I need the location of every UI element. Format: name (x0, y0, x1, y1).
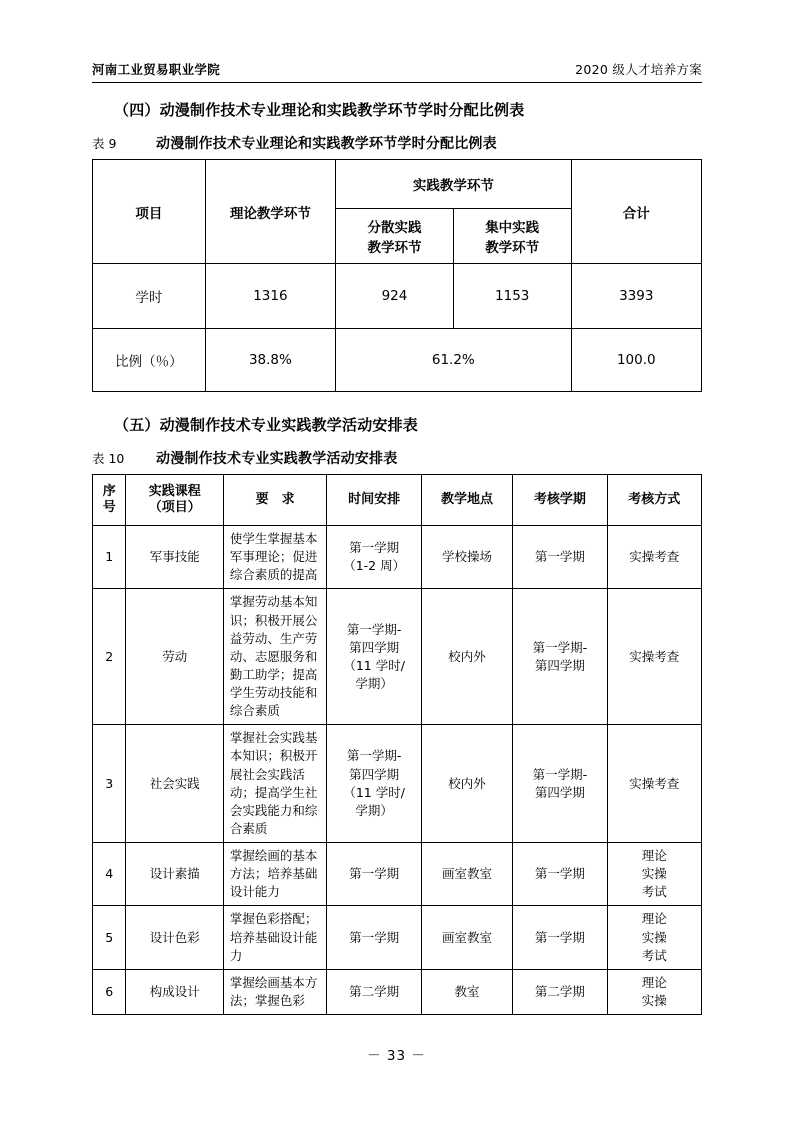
t10-r3-time-line1: 第一学期- (346, 748, 402, 764)
t9-header-total: 合计 (571, 160, 701, 264)
t10-r6-term: 第二学期 (513, 969, 607, 1014)
t9-row-hours-theory: 1316 (205, 264, 335, 329)
t10-r4-require: 掌握绘画的基本方法；培养基础设计能力 (223, 843, 327, 906)
table-10-number: 表 10 (92, 451, 125, 466)
t10-r4-term: 第一学期 (513, 843, 607, 906)
t9-header-dispersed-line2: 教学环节 (367, 240, 422, 256)
t10-header-term: 考核学期 (513, 475, 607, 526)
t10-r2-term-line1: 第一学期- (532, 639, 588, 655)
t10-r5-method-line2: 实操 (641, 929, 667, 945)
t10-r5-method (607, 906, 701, 969)
t10-r3-course: 社会实践 (126, 725, 223, 843)
t10-r3-time (327, 725, 421, 843)
t9-header-dispersed (336, 209, 454, 264)
t10-r3-term (513, 725, 607, 843)
t10-r3-time-line4: 学期） (355, 802, 393, 818)
t9-row-ratio-practice: 61.2% (336, 329, 571, 392)
t10-r4-time: 第一学期 (327, 843, 421, 906)
section-heading-five: （五）动漫制作技术专业实践教学活动安排表 (114, 416, 419, 434)
t10-header-place: 教学地点 (421, 475, 512, 526)
t10-r4-method-line3: 考试 (641, 884, 667, 900)
t9-header-item: 项目 (93, 160, 206, 264)
t10-r2-require: 掌握劳动基本知识；积极开展公益劳动、生产劳动、志愿服务和勤工助学；提高学生劳动技能和综合素质 (223, 589, 327, 725)
t9-header-dispersed-line1: 分散实践 (367, 220, 422, 236)
t10-header-no (93, 475, 126, 526)
t10-header-course (126, 475, 223, 526)
t10-r2-term (513, 589, 607, 725)
section-heading-four: （四）动漫制作技术专业理论和实践教学环节学时分配比例表 (114, 101, 525, 119)
t10-r3-time-line3: （11 学时/ (343, 784, 405, 800)
t10-r3-term-line2: 第四学期 (534, 784, 585, 800)
t10-r5-course: 设计色彩 (126, 906, 223, 969)
t10-r5-term: 第一学期 (513, 906, 607, 969)
t10-r5-require: 掌握色彩搭配；培养基础设计能力 (223, 906, 327, 969)
t10-r1-time-line1: 第一学期 (349, 540, 400, 556)
t10-header-time: 时间安排 (327, 475, 421, 526)
t10-r6-place: 教室 (421, 969, 512, 1014)
t10-r4-method-line2: 实操 (641, 866, 667, 882)
t10-r6-require: 掌握绘画基本方法；掌握色彩 (223, 969, 327, 1014)
t10-r3-place: 校内外 (421, 725, 512, 843)
t10-r6-method (607, 969, 701, 1014)
t10-r4-course: 设计素描 (126, 843, 223, 906)
t10-r4-place: 画室教室 (421, 843, 512, 906)
t10-r6-no: 6 (93, 969, 126, 1014)
table-9-number: 表 9 (92, 136, 117, 151)
t9-row-hours-label: 学时 (93, 264, 206, 329)
page-content (92, 60, 702, 1015)
t10-r2-method: 实操考查 (607, 589, 701, 725)
t10-r1-place: 学校操场 (421, 526, 512, 589)
table-9 (92, 159, 702, 392)
t10-r6-time: 第二学期 (327, 969, 421, 1014)
header-document-title: 2020 级人才培养方案 (575, 62, 702, 77)
t10-r2-term-line2: 第四学期 (534, 657, 585, 673)
t9-header-concentrated-line1: 集中实践 (485, 220, 540, 236)
t10-r1-term: 第一学期 (513, 526, 607, 589)
t10-r5-method-line1: 理论 (641, 911, 667, 927)
t10-r4-method (607, 843, 701, 906)
t10-r2-course: 劳动 (126, 589, 223, 725)
table-row (93, 843, 702, 906)
header-institution: 河南工业贸易职业学院 (92, 62, 221, 77)
t10-r1-no: 1 (93, 526, 126, 589)
t9-row-hours-total: 3393 (571, 264, 701, 329)
table-row (93, 526, 702, 589)
table-9-caption (92, 133, 702, 153)
t10-r2-place: 校内外 (421, 589, 512, 725)
t10-r5-place: 画室教室 (421, 906, 512, 969)
t10-r5-no: 5 (93, 906, 126, 969)
running-header (92, 60, 702, 83)
table-row (93, 329, 702, 392)
t10-r1-time (327, 526, 421, 589)
t10-r1-time-line2: （1-2 周） (343, 558, 406, 574)
t10-header-course-line1: 实践课程 (148, 483, 201, 499)
t9-row-ratio-label: 比例（％） (93, 329, 206, 392)
page-number: － 33 － (367, 1048, 426, 1064)
t9-header-practice-group: 实践教学环节 (336, 160, 571, 209)
t10-r2-no: 2 (93, 589, 126, 725)
t10-r3-method: 实操考查 (607, 725, 701, 843)
t10-r2-time-line3: （11 学时/ (343, 657, 405, 673)
table-row (93, 160, 702, 209)
t10-r3-require: 掌握社会实践基本知识；积极开展社会实践活动；提高学生社会实践能力和综合素质 (223, 725, 327, 843)
t10-r1-method: 实操考查 (607, 526, 701, 589)
t9-row-hours-concentrated: 1153 (453, 264, 571, 329)
t10-r5-method-line3: 考试 (641, 947, 667, 963)
t10-r3-time-line2: 第四学期 (349, 766, 400, 782)
table-header-row (93, 475, 702, 526)
table-row (93, 264, 702, 329)
table-row (93, 589, 702, 725)
t10-header-no-line1: 序 (102, 483, 116, 499)
t10-header-no-line2: 号 (102, 500, 116, 515)
t10-r2-time-line4: 学期） (355, 675, 393, 691)
t10-r3-no: 3 (93, 725, 126, 843)
t10-r2-time-line1: 第一学期- (346, 621, 402, 637)
t10-r4-method-line1: 理论 (641, 848, 667, 863)
t10-header-course-line2: （项目） (148, 500, 201, 515)
t10-r5-time: 第一学期 (327, 906, 421, 969)
t10-r3-term-line1: 第一学期- (532, 766, 588, 782)
table-9-title: 动漫制作技术专业理论和实践教学环节学时分配比例表 (156, 136, 497, 152)
t10-r4-no: 4 (93, 843, 126, 906)
t10-r6-method-line1: 理论 (641, 974, 667, 990)
table-10-title: 动漫制作技术专业实践教学活动安排表 (156, 451, 398, 467)
t9-header-concentrated-line2: 教学环节 (485, 240, 540, 256)
t9-row-ratio-total: 100.0 (571, 329, 701, 392)
t10-r1-require: 使学生掌握基本军事理论；促进综合素质的提高 (223, 526, 327, 589)
t9-header-theory: 理论教学环节 (205, 160, 335, 264)
table-row (93, 906, 702, 969)
t10-r1-course: 军事技能 (126, 526, 223, 589)
t10-header-method: 考核方式 (607, 475, 701, 526)
table-row (93, 969, 702, 1014)
table-10 (92, 474, 702, 1015)
t10-r6-method-line2: 实操 (641, 992, 667, 1008)
t10-r6-course: 构成设计 (126, 969, 223, 1014)
t9-row-hours-dispersed: 924 (336, 264, 454, 329)
table-row (93, 725, 702, 843)
t10-r2-time (327, 589, 421, 725)
t9-row-ratio-theory: 38.8% (205, 329, 335, 392)
t10-header-require: 要 求 (223, 475, 327, 526)
table-10-caption (92, 448, 702, 468)
t9-header-concentrated (453, 209, 571, 264)
t10-r2-time-line2: 第四学期 (349, 639, 400, 655)
